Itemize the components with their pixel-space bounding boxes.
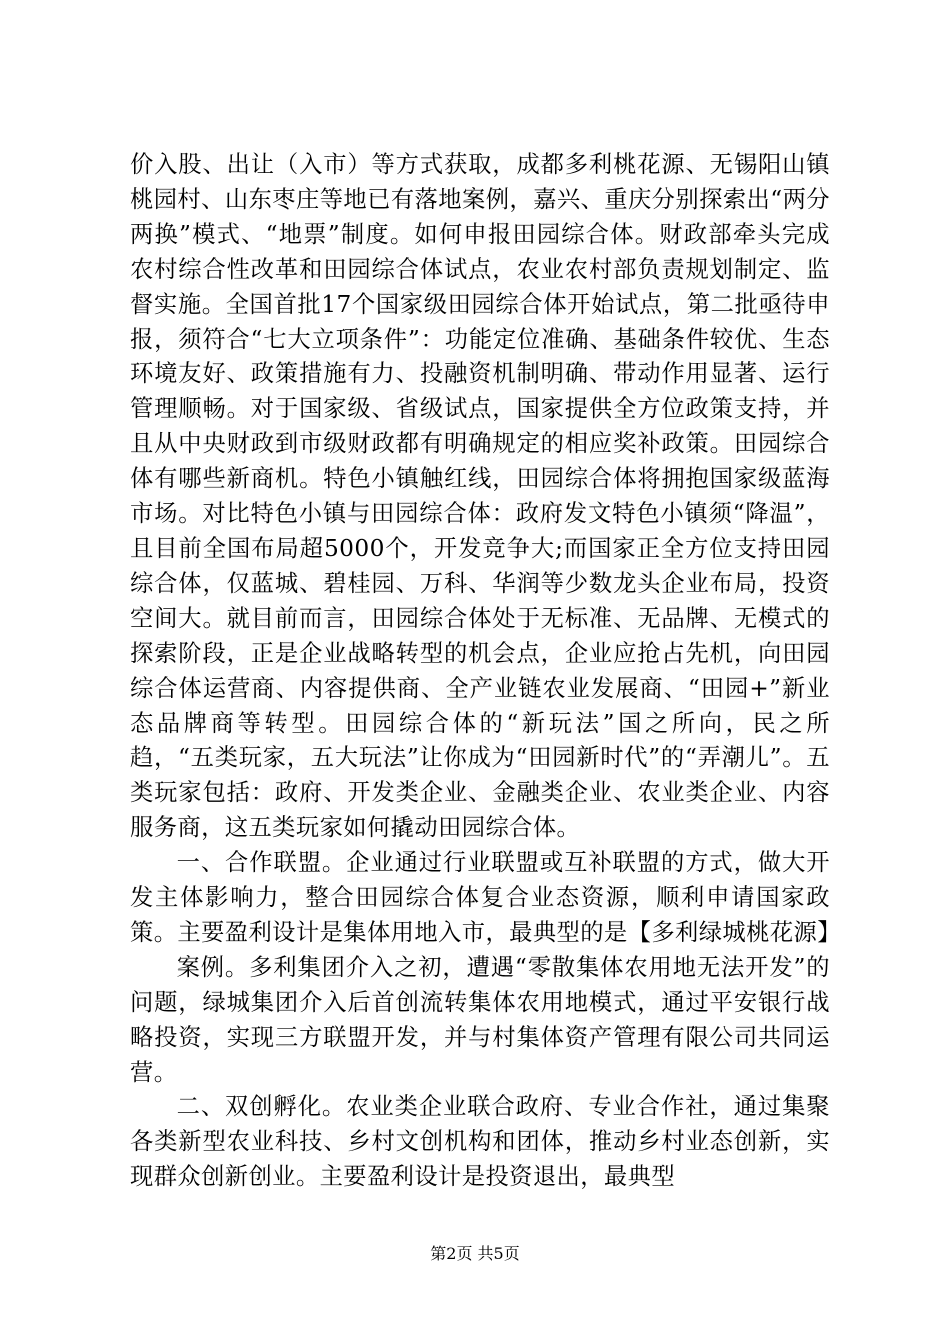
page-footer	[0, 1244, 950, 1264]
paragraph-4: 二、双创孵化。农业类企业联合政府、专业合作社，通过集聚各类新型农业科技、乡村文创机构和团体，推动乡村业态创新，实现群众创新创业。主要盈利设计是投资退出，最典型	[130, 1093, 830, 1191]
paragraph-1: 价入股、出让（入市）等方式获取，成都多利桃花源、无锡阳山镇桃园村、山东枣庄等地已有落地案例，嘉兴、重庆分别探索出“两分两换”模式、“地票”制度。如何申报田园综合体。财政部牵头完成农村综合性改革和田园综合体试点，农业农村部负责规划制定、监督实施。全国首批17个国家级田园综合体开始试点，第二批亟待申报，须符合“七大立项条件”：功能定位准确、基础条件较优、生态环境友好、政策措施有力、投融资机制明确、带动作用显著、运行管理顺畅。对于国家级、省级试点，国家提供全方位政策支持，并且从中央财政到市级财政都有明确规定的相应奖补政策。田园综合体有哪些新商机。特色小镇触红线，田园综合体将拥抱国家级蓝海市场。对比特色小镇与田园综合体：政府发文特色小镇须“降温”，且目前全国布局超5000个，开发竞争大;而国家正全方位支持田园综合体，仅蓝城、碧桂园、万科、华润等少数龙头企业布局，投资空间大。就目前而言，田园综合体处于无标准、无品牌、无模式的探索阶段，正是企业战略转型的机会点，企业应抢占先机，向田园综合体运营商、内容提供商、全产业链农业发展商、“田园+”新业态品牌商等转型。田园综合体的“新玩法”国之所向，民之所趋，“五类玩家，五大玩法”让你成为“田园新时代”的“弄潮儿”。五类玩家包括：政府、开发类企业、金融类企业、农业类企业、内容服务商，这五类玩家如何撬动田园综合体。	[130, 151, 830, 842]
paragraph-3: 案例。多利集团介入之初，遭遇“零散集体农用地无法开发”的问题，绿城集团介入后首创流转集体农用地模式，通过平安银行战略投资，实现三方联盟开发，并与村集体资产管理有限公司共同运营。	[130, 953, 830, 1086]
paragraph-2: 一、合作联盟。企业通过行业联盟或互补联盟的方式，做大开发主体影响力，整合田园综合体复合业态资源，顺利申请国家政策。主要盈利设计是集体用地入市，最典型的是【多利绿城桃花源】	[130, 849, 841, 946]
page-number-label: 第2页 共5页	[430, 1244, 520, 1263]
body-text	[130, 148, 841, 1195]
